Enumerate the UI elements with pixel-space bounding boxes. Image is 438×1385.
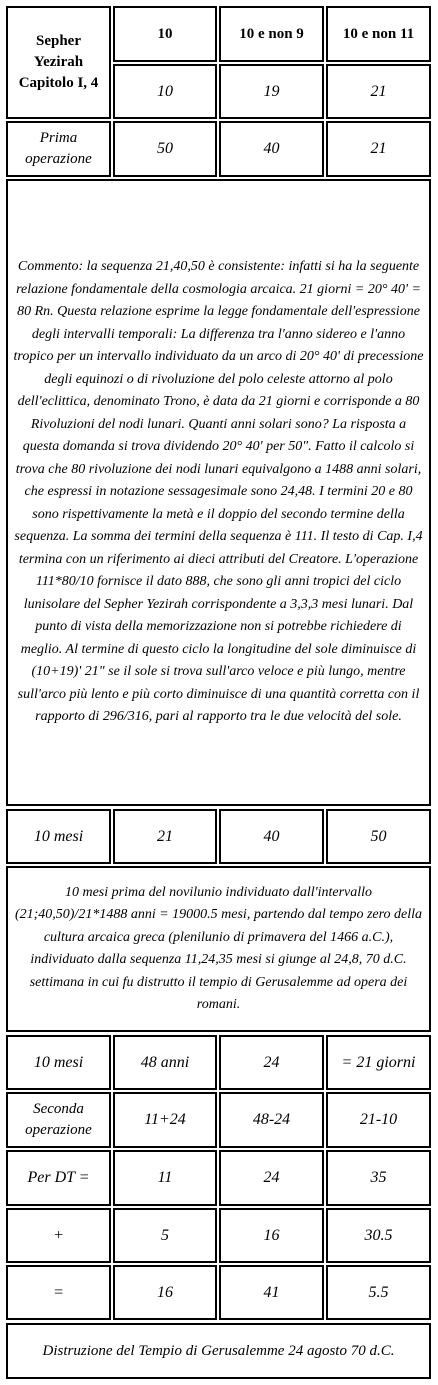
column-header: [219, 6, 324, 62]
cell-value: 21: [157, 827, 173, 845]
cell-value: 21: [370, 82, 387, 100]
table-cell: [113, 1035, 217, 1090]
cell-value: 40: [263, 140, 280, 157]
table-cell: [113, 1265, 217, 1320]
row-label: [6, 1265, 111, 1320]
cell-value: = 21 giorni: [341, 1053, 416, 1071]
table-cell: [326, 1035, 431, 1090]
row-label: [6, 1208, 111, 1263]
cell-value: 50: [157, 140, 173, 157]
table-cell: [219, 1208, 324, 1263]
note-text: 10 mesi prima del novilunio individuato dall'intervallo (21;40,50)/21*1488 anni = 19000.5 mesi, partendo dal tempo zero della cultura arcaica greca (plenilunio di primavera del 1466 a.C.), individuato dalla sequenza 11,24,35 mesi si giunge al 24,8, 70 d.C. settimana in cui fu distrutto il tempio di Gerusalemme ad opera dei romani.: [14, 884, 423, 1012]
cell-value: 40: [263, 827, 280, 845]
table-cell: [219, 1035, 324, 1090]
cell-value: 19: [263, 82, 280, 100]
table-cell: [219, 809, 324, 864]
row-label-text: +: [53, 1226, 64, 1244]
cell-value: 24: [263, 1169, 280, 1186]
comment-text: Commento: la sequenza 21,40,50 è consistente: infatti si ha la seguente relazione fondamentale della cosmologia arcaica. 21 giorni = 20° 40' = 80 Rn. Questa relazione esprime la legge fondamentale dell'espressione degli intervalli temporali: La differenza tra l'anno sidereo e l'anno tropico per un intervallo individuato da un arco di 20° 40' di precessione degli equinozi o di rivoluzione del polo celeste attorno al polo dell'eclittica, denominato Trono, è data da 21 giorni e corrisponde a 80 Rivoluzioni del nodi lunari. Quanti anni solari sono? La risposta a questa domanda si trova dividendo 20° 40' per 50". Fatto il calcolo si trova che 80 rivoluzione dei nodi lunari equivalgono a 1488 anni solari, che espressi in notazione sessagesimale sono 24,48. I termini 20 e 80 sono rispettivamente la metà e il doppio del secondo termine della sequenza. La somma dei termini della sequenza è 111. Il testo di Cap. I,4 termina con un riferimento ai dieci attributi del Creatore. L'operazione 111*80/10 fornisce il dato 888, che sono gli anni tropici del ciclo lunisolare del Sepher Yezirah corrispondente a 3,3,3 mesi lunari. Dal punto di vista della memorizzazione non si potrebbe richiedere di meglio. Al termine di questo ciclo la longitudine del sole diminuisce di (10+19)' 21" se il sole si trova sull'arco veloce e più lungo, mentre sull'arco più lento e più corto diminuisce di una quantità corretta con il rapporto di 296/316, pari al rapporto tra le due velocità del sole.: [13, 259, 424, 725]
table-cell: [326, 1150, 431, 1206]
cell-value: 21-10: [359, 1111, 398, 1128]
cell-value: 16: [157, 1283, 173, 1301]
table-cell: [219, 121, 324, 177]
cell-value: 11+24: [144, 1111, 186, 1128]
table-cell: [113, 1092, 217, 1148]
table-cell: [326, 1265, 431, 1320]
row-label: [6, 1035, 111, 1090]
table-cell: [219, 1150, 324, 1206]
cell-value: 24: [263, 1053, 280, 1071]
table-cell: [326, 1092, 431, 1148]
table-cell: [113, 809, 217, 864]
table-cell: [219, 64, 324, 119]
table-cell: [326, 809, 431, 864]
cell-value: 41: [263, 1283, 280, 1301]
table-cell: [219, 1265, 324, 1320]
note-block: [6, 866, 431, 1032]
comment-block: [6, 179, 431, 806]
table-cell: [326, 121, 431, 177]
column-header-label: 10 e non 11: [342, 25, 415, 42]
cell-value: 16: [263, 1226, 280, 1244]
row-label-text: Seconda operazione: [25, 1101, 92, 1138]
row-label: [6, 121, 111, 177]
row-label-text: =: [53, 1283, 64, 1301]
table-cell: [113, 64, 217, 119]
table-cell: [113, 1208, 217, 1263]
row-label-text: Prima operazione: [25, 130, 92, 167]
cell-value: 30.5: [364, 1226, 393, 1244]
column-header-label: 10 e non 9: [239, 25, 304, 42]
cell-value: 35: [370, 1169, 387, 1186]
cell-value: 5.5: [368, 1283, 389, 1301]
row-label: [6, 1092, 111, 1148]
table-title: [6, 6, 111, 119]
table-cell: [219, 1092, 324, 1148]
footer-block: [6, 1323, 431, 1379]
table-cell: [326, 64, 431, 119]
footer-text: Distruzione del Tempio di Gerusalemme 24 agosto 70 d.C.: [42, 1342, 395, 1359]
row-label: [6, 1150, 111, 1206]
table-cell: [326, 1208, 431, 1263]
column-header: [326, 6, 431, 62]
cell-value: 11: [157, 1169, 173, 1186]
column-header: [113, 6, 217, 62]
table-cell: [113, 121, 217, 177]
cell-value: 48-24: [252, 1111, 291, 1128]
table-title-text: Sepher Yezirah Capitolo I, 4: [18, 33, 99, 91]
cell-value: 10: [157, 82, 173, 100]
row-label-text: Per DT =: [27, 1169, 90, 1186]
cell-value: 5: [161, 1226, 169, 1244]
cell-value: 48 anni: [140, 1053, 190, 1071]
row-label-text: 10 mesi: [33, 1053, 84, 1071]
table-cell: [113, 1150, 217, 1206]
cell-value: 50: [370, 827, 387, 845]
row-label: [6, 809, 111, 864]
column-header-label: 10: [157, 25, 173, 42]
row-label-text: 10 mesi: [33, 827, 84, 845]
cell-value: 21: [370, 140, 387, 157]
